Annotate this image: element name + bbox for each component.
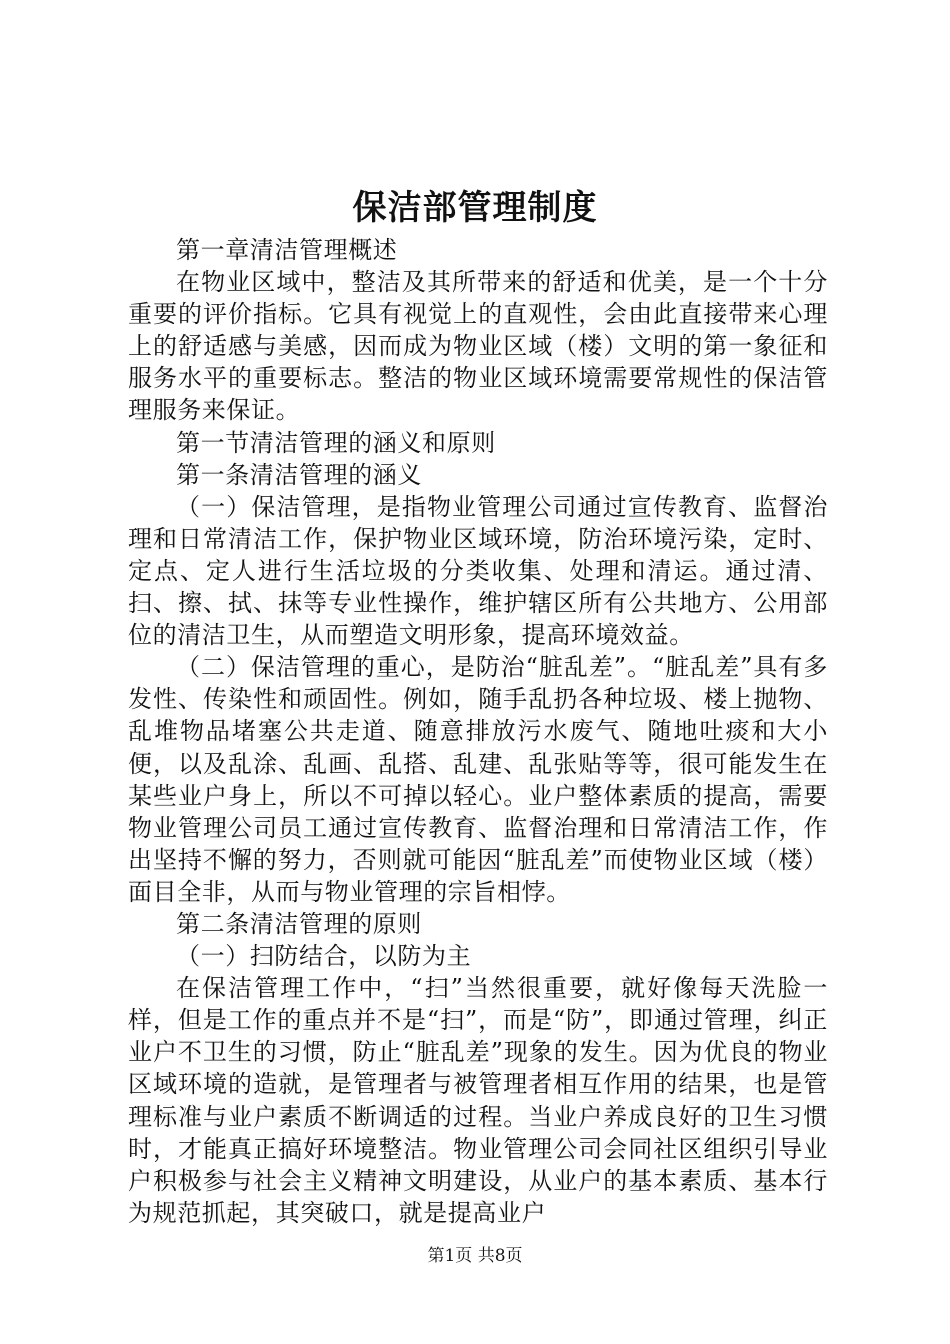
subsection-heading: （一）扫防结合，以防为主 xyxy=(176,942,472,971)
document-body xyxy=(128,234,828,1229)
page-footer: 第1页 共8页 xyxy=(427,1246,523,1266)
body-paragraph: （二）保洁管理的重心，是防治“脏乱差”。“脏乱差”具有多发性、传染性和顽固性。例如，随手乱扔各种垃圾、楼上抛物、乱堆物品堵塞公共走道、随意排放污水废气、随地吐痰和大小便，以及乱涂、乱画、乱搭、乱建、乱张贴等等，很可能发生在某些业户身上，所以不可掉以轻心。业户整体素质的提高，需要物业管理公司员工通过宣传教育、监督治理和日常清洁工作，作出坚持不懈的努力，否则就可能因“脏乱差”而使物业区域（楼）面目全非，从而与物业管理的宗旨相悖。 xyxy=(128,653,828,906)
section-heading: 第一节清洁管理的涵义和原则 xyxy=(176,428,496,457)
article-heading: 第二条清洁管理的原则 xyxy=(176,909,422,938)
body-paragraph: 在保洁管理工作中，“扫”当然很重要，就好像每天洗脸一样，但是工作的重点并不是“扫”，而是“防”，即通过管理，纠正业户不卫生的习惯，防止“脏乱差”现象的发生。因为优良的物业区域环境的造就，是管理者与被管理者相互作用的结果，也是管理标准与业户素质不断调适的过程。当业户养成良好的卫生习惯时，才能真正搞好环境整洁。物业管理公司会同社区组织引导业户积极参与社会主义精神文明建设，从业户的基本素质、基本行为规范抓起，其突破口，就是提高业户 xyxy=(128,974,828,1227)
body-paragraph: （一）保洁管理，是指物业管理公司通过宣传教育、监督治理和日常清洁工作，保护物业区域环境，防治环境污染，定时、定点、定人进行生活垃圾的分类收集、处理和清运。通过清、扫、擦、拭、抹等专业性操作，维护辖区所有公共地方、公用部位的清洁卫生，从而塑造文明形象，提高环境效益。 xyxy=(128,492,828,650)
article-heading: 第一条清洁管理的涵义 xyxy=(176,460,422,489)
body-paragraph: 在物业区域中，整洁及其所带来的舒适和优美，是一个十分重要的评价指标。它具有视觉上的直观性，会由此直接带来心理上的舒适感与美感，因而成为物业区域（楼）文明的第一象征和服务水平的重要标志。整洁的物业区域环境需要常规性的保洁管理服务来保证。 xyxy=(128,268,828,425)
chapter-heading: 第一章清洁管理概述 xyxy=(176,236,398,264)
document-title: 保洁部管理制度 xyxy=(352,188,598,228)
